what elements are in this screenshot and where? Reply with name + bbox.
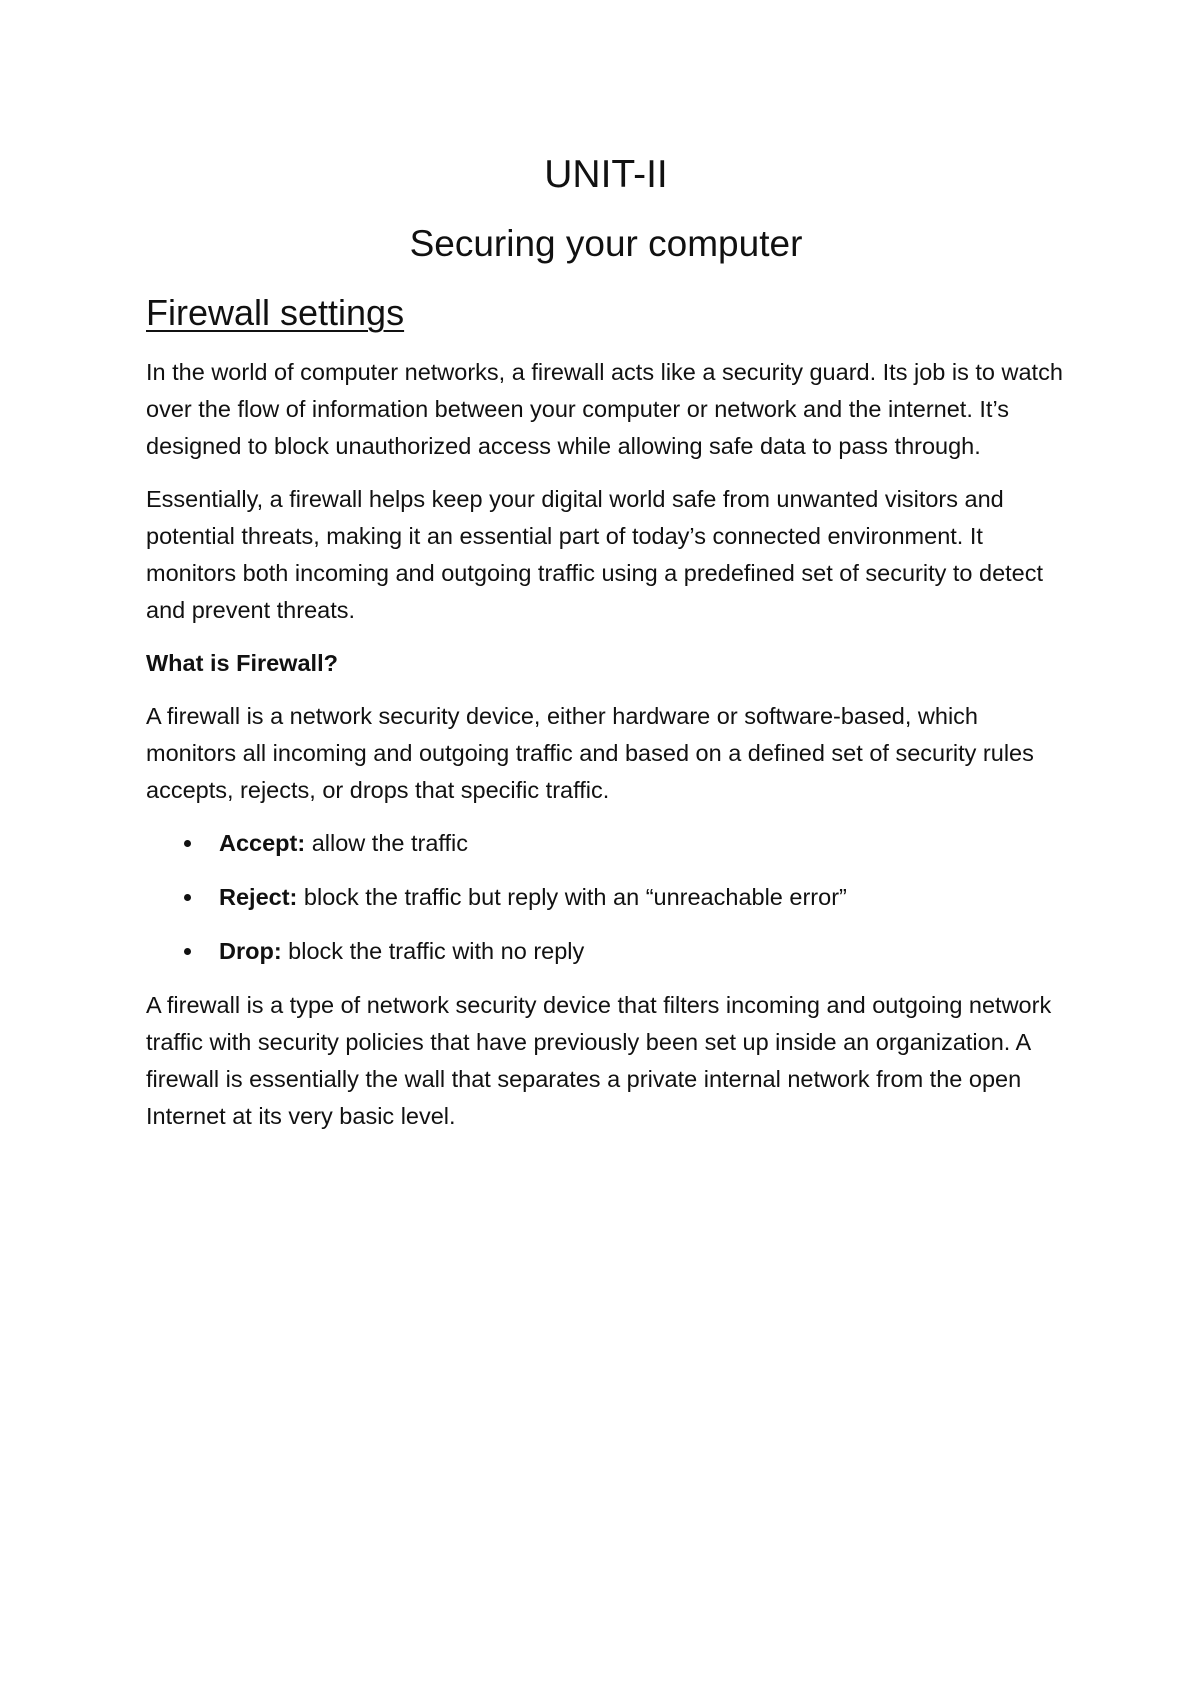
bullet-term: Accept:	[219, 830, 306, 856]
bullet-dot-icon	[184, 948, 191, 955]
definition-paragraph: A firewall is a network security device, either hardware or software-based, which monitors all incoming and outgoing traffic and based on a defined set of security rules accepts, rejects, or drops that specific traffic.	[146, 703, 1034, 803]
document-subtitle: Securing your computer	[409, 223, 803, 264]
bullet-item-reject	[146, 879, 1066, 916]
bullet-term: Drop:	[219, 938, 282, 964]
intro-paragraph-1: In the world of computer networks, a firewall acts like a security guard. Its job is to watch over the flow of information between your computer or network and the internet. It’s designed to block unauthorized access while allowing safe data to pass through.	[146, 359, 1063, 459]
bullet-text: block the traffic but reply with an “unreachable error”	[297, 884, 847, 910]
intro-paragraph-2: Essentially, a firewall helps keep your digital world safe from unwanted visitors and potential threats, making it an essential part of today’s connected environment. It monitors both incoming and outgoing traffic using a predefined set of security to detect and prevent threats.	[146, 486, 1044, 623]
action-bullet-list	[146, 825, 1066, 970]
bullet-text: allow the traffic	[305, 830, 469, 856]
bullet-term: Reject:	[219, 884, 298, 910]
bullet-dot-icon	[184, 894, 191, 901]
closing-paragraph: A firewall is a type of network security device that filters incoming and outgoing network traffic with security policies that have previously been set up inside an organization. A firewall is essentially the wall that separates a private internal network from the open Internet at its very basic level.	[146, 992, 1052, 1129]
document-content	[146, 150, 1066, 1151]
unit-title: UNIT-II	[544, 153, 668, 196]
bullet-dot-icon	[184, 840, 191, 847]
bullet-item-drop	[146, 933, 1066, 970]
question-heading: What is Firewall?	[146, 650, 338, 676]
bullet-item-accept	[146, 825, 1066, 862]
section-heading-firewall-settings: Firewall settings	[146, 292, 405, 333]
bullet-text: block the traffic with no reply	[281, 938, 585, 964]
